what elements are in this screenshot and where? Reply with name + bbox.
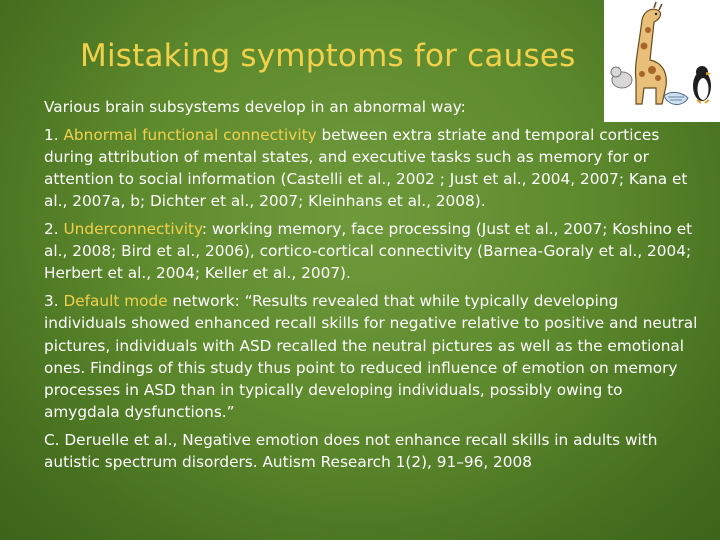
item-text: : working memory, face processing (Just et al., 2007; Koshino et al., 2008; Bird et al., 2006), cortico-cortical connectivity (Barnea-Goraly et al., 2004; Herbert et al., 2004; Keller et al., 2007). (44, 220, 693, 283)
slide-body (44, 96, 698, 479)
item-number: 3. (44, 292, 64, 311)
item-text: network: “Results revealed that while typically developing individuals showed enhanced recall skills for negative relative to positive and neutral pictures, individuals with ASD recalled the neutral pictures as well as the emotional ones. Findings of this study thus point to reduced influence of emotion on memory processes in ASD than in typically developing individuals, possibly owing to amygdala dysfunctions.” (44, 292, 698, 422)
list-item-1 (44, 124, 698, 213)
item-number: 1. (44, 125, 64, 144)
item-highlight: Underconnectivity (63, 220, 202, 239)
slide-title: Mistaking symptoms for causes (80, 38, 576, 74)
list-item-3 (44, 290, 698, 423)
intro-text: Various brain subsystems develop in an abnormal way: (44, 98, 466, 116)
item-number: 2. (44, 220, 64, 239)
item-highlight: Abnormal functional connectivity (63, 125, 317, 144)
item-highlight: Default mode (63, 292, 168, 311)
item-text: between extra striate and temporal cortices during attribution of mental states, and executive tasks such as memory for or attention to social information (Castelli et al., 2002 ; Just et al., 2004, 2007; Kana et al., 2007a, b; Dichter et al., 2007; Kleinhans et al., 2008). (44, 125, 688, 211)
citation-text: C. Deruelle et al., Negative emotion does not enhance recall skills in adults with autistic spectrum disorders. Autism Research 1(2), 91–96, 2008 (44, 430, 658, 472)
list-item-2 (44, 218, 698, 285)
